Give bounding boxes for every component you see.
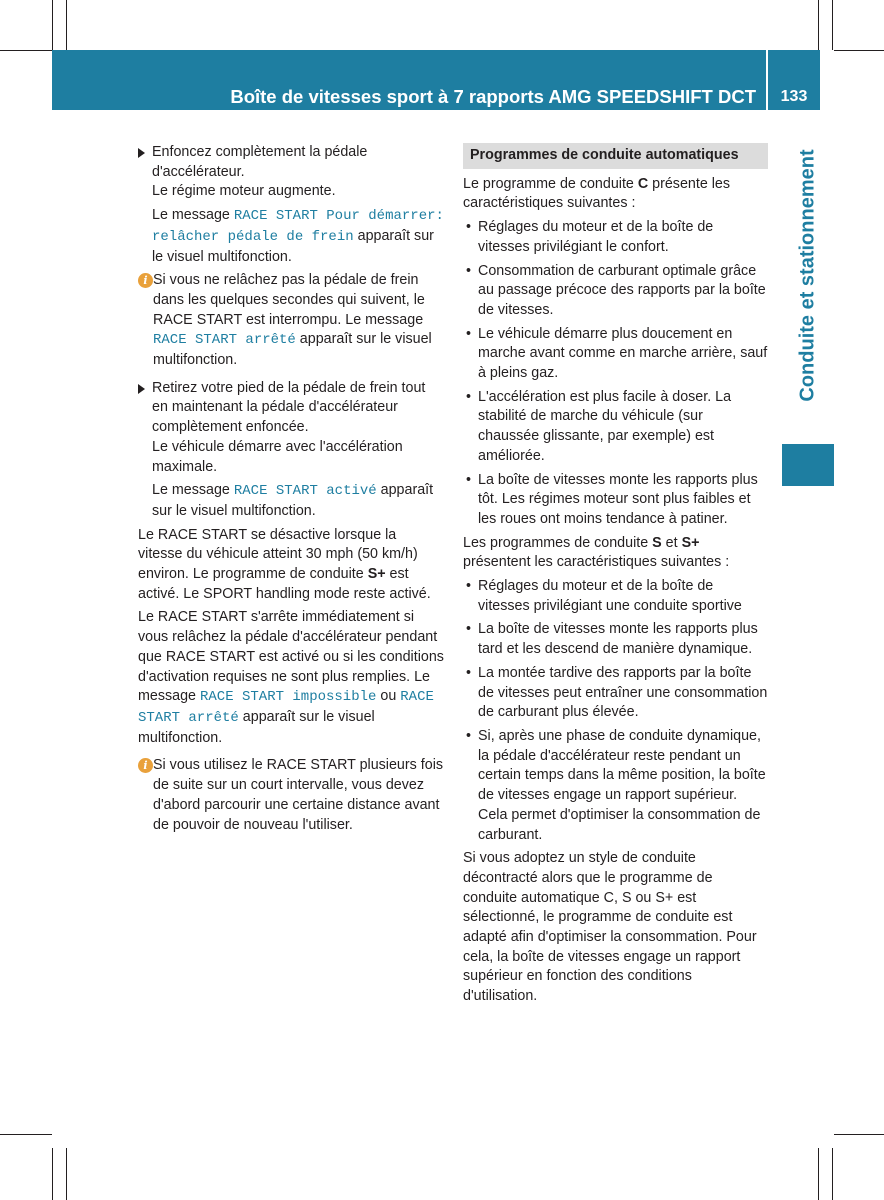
paragraph xyxy=(463,175,768,214)
paragraph-text: et xyxy=(661,534,682,551)
instruction-step xyxy=(138,143,444,202)
step-result: Le régime moteur augmente. xyxy=(152,183,336,200)
info-icon: i xyxy=(138,758,153,773)
crop-mark xyxy=(834,1134,884,1135)
crop-mark xyxy=(832,0,833,50)
list-item: • La boîte de vitesses monte les rapports plus tard et les descend de manière dynamique. xyxy=(463,620,768,659)
list-item: • Si, après une phase de conduite dynamique, la pédale d'accélérateur reste pendant un certain temps dans la même position, la boîte de vitesses engage un rapport supérieur. Cela permet d'optimiser la consommation de carburant. xyxy=(463,727,768,845)
paragraph-text: Les programmes de conduite xyxy=(463,534,653,551)
display-code: RACE START arrêté xyxy=(138,689,434,726)
paragraph-text: apparaît sur le visuel multifonction. xyxy=(138,708,375,746)
step-result: Le véhicule démarre avec l'accélération maximale. xyxy=(152,438,403,475)
step-arrow-icon xyxy=(138,384,145,394)
display-message xyxy=(138,481,444,521)
page-title: Boîte de vitesses sport à 7 rapports AMG SPEEDSHIFT DCT xyxy=(230,86,756,107)
list-item: • Le véhicule démarre plus doucement en marche avant comme en marche arrière, sauf à pleins gaz. xyxy=(463,325,768,384)
display-code: RACE START impossible xyxy=(199,689,377,706)
page-header xyxy=(52,50,766,110)
message-suffix: apparaît sur le visuel multifonction. xyxy=(152,482,434,519)
right-column xyxy=(463,143,768,1011)
paragraph xyxy=(138,526,444,605)
bold-text: S+ xyxy=(681,534,700,551)
step-arrow-icon xyxy=(138,148,145,158)
info-note xyxy=(138,271,444,371)
info-icon: i xyxy=(138,273,153,288)
paragraph-text: présente les caractéristiques suivantes : xyxy=(463,175,731,212)
bold-text: S+ xyxy=(367,566,386,583)
list-item: • Réglages du moteur et de la boîte de vitesses privilégiant une conduite sportive xyxy=(463,577,768,616)
left-column xyxy=(138,143,444,843)
crop-mark xyxy=(818,0,819,50)
paragraph-text: présentent les caractéristiques suivantes : xyxy=(463,554,730,571)
instruction-step xyxy=(138,379,444,478)
paragraph-text: ou xyxy=(376,688,401,705)
step-text: Enfoncez complètement la pédale d'accélérateur. xyxy=(152,144,368,180)
crop-mark xyxy=(66,1148,67,1200)
crop-mark xyxy=(832,1148,833,1200)
list-item: • La montée tardive des rapports par la boîte de vitesses peut entraîner une consommation de carburant plus élevée. xyxy=(463,664,768,723)
info-note xyxy=(138,756,444,835)
display-code: RACE START activé xyxy=(233,483,377,500)
page-number: 133 xyxy=(768,50,820,110)
paragraph xyxy=(463,534,768,573)
crop-mark xyxy=(52,0,53,50)
crop-mark xyxy=(0,50,52,51)
message-prefix: Le message xyxy=(152,482,234,499)
display-code: RACE START arrêté xyxy=(153,332,296,349)
chapter-tab-label: Conduite et stationnement xyxy=(796,148,819,402)
chapter-marker xyxy=(782,444,834,486)
section-heading: Programmes de conduite automatiques xyxy=(463,143,768,169)
crop-mark xyxy=(0,1134,52,1135)
bold-text: S xyxy=(652,534,662,551)
crop-mark xyxy=(66,0,67,50)
message-prefix: Le message xyxy=(152,207,234,224)
list-item: • Réglages du moteur et de la boîte de vitesses privilégiant le confort. xyxy=(463,218,768,257)
note-text: Si vous utilisez le RACE START plusieurs fois de suite sur un court intervalle, vous devez d'abord parcourir une certaine distance avant de pouvoir de nouveau l'utiliser. xyxy=(153,757,444,833)
display-code: RACE START Pour démarrer: relâcher pédale de frein xyxy=(152,208,444,245)
crop-mark xyxy=(818,1148,819,1200)
message-suffix: apparaît sur le visuel multifonction. xyxy=(152,227,434,265)
list-item: • La boîte de vitesses monte les rapports plus tôt. Les régimes moteur sont plus faibles et les roues ont moins tendance à patiner. xyxy=(463,471,768,530)
paragraph-text: Le programme de conduite xyxy=(463,175,638,192)
note-suffix: apparaît sur le visuel multifonction. xyxy=(153,331,432,369)
list-item: • Consommation de carburant optimale grâce au passage précoce des rapports par la boîte de vitesses. xyxy=(463,262,768,321)
paragraph-text: Le RACE START s'arrête immédiatement si vous relâchez la pédale d'accélérateur pendant que RACE START est activé ou si les conditions d'activation requises ne sont plus remplies. Le message xyxy=(138,609,444,705)
paragraph-text: Le RACE START se désactive lorsque la vitesse du véhicule atteint 30 mph (50 km/h) environ. Le programme de conduite xyxy=(138,526,418,583)
crop-mark xyxy=(834,50,884,51)
step-text: Retirez votre pied de la pédale de frein tout en maintenant la pédale d'accélérateur complètement enfoncée. xyxy=(152,379,426,436)
paragraph xyxy=(138,608,444,748)
paragraph: Si vous adoptez un style de conduite décontracté alors que le programme de conduite automatique C, S ou S+ est sélectionné, le programme de conduite est adapté afin d'optimiser la consommation. Pour cela, la boîte de vitesses engage un rapport supérieur en fonction des conditions d'utilisation. xyxy=(463,850,757,1005)
display-message xyxy=(138,206,444,267)
chapter-tab xyxy=(782,110,834,440)
note-text: Si vous ne relâchez pas la pédale de frein dans les quelques secondes qui suivent, le RACE START est interrompu. Le message xyxy=(153,272,425,328)
list-item: • L'accélération est plus facile à doser. La stabilité de marche du véhicule (sur chaussée glissante, par exemple) est améliorée. xyxy=(463,388,768,467)
crop-mark xyxy=(52,1148,53,1200)
paragraph-text: est activé. Le SPORT handling mode reste activé. xyxy=(138,566,431,602)
bold-text: C xyxy=(637,175,649,192)
